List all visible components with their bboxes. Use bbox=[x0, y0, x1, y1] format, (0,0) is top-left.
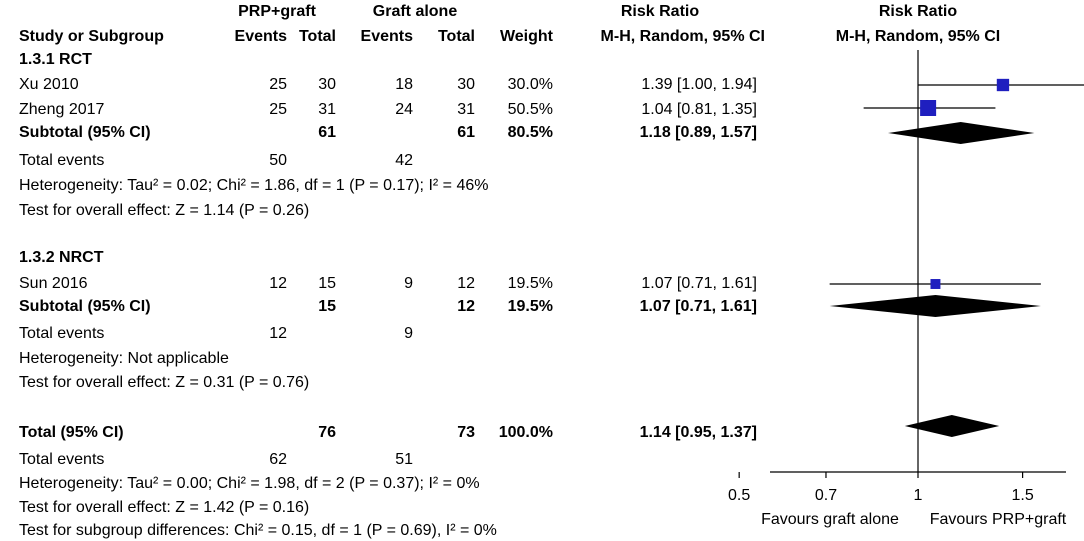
heterogeneity-text: Heterogeneity: Tau² = 0.00; Chi² = 1.98, df = 2 (P = 0.37); I² = 0% bbox=[19, 475, 480, 492]
heterogeneity-text: Heterogeneity: Tau² = 0.02; Chi² = 1.86, df = 1 (P = 0.17); I² = 46% bbox=[19, 177, 489, 194]
events1-value: 25 bbox=[269, 101, 287, 118]
subtotal-label: Subtotal (95% CI) bbox=[19, 298, 151, 315]
heterogeneity-text: Heterogeneity: Not applicable bbox=[19, 350, 229, 367]
ci-value: 1.14 [0.95, 1.37] bbox=[639, 424, 757, 441]
weight-value: 19.5% bbox=[507, 275, 553, 292]
ci-value: 1.39 [1.00, 1.94] bbox=[641, 76, 757, 93]
pooled-diamond bbox=[905, 415, 999, 437]
study-name: Xu 2010 bbox=[19, 76, 79, 93]
risk-ratio-plot-header: Risk Ratio bbox=[878, 3, 958, 20]
study-name: Zheng 2017 bbox=[19, 101, 105, 118]
favours-right-label: Favours PRP+graft bbox=[929, 511, 1067, 528]
events2-value: 42 bbox=[395, 152, 413, 169]
x-tick-label: 0.5 bbox=[728, 487, 751, 504]
total-events-label: Total events bbox=[19, 325, 105, 342]
study-square bbox=[930, 279, 940, 289]
study-square bbox=[920, 100, 936, 116]
x-tick-label: 0.7 bbox=[814, 487, 838, 504]
events1-value: 12 bbox=[269, 275, 287, 292]
group2-header: Graft alone bbox=[372, 3, 458, 20]
pooled-diamond bbox=[888, 122, 1034, 144]
total1-header: Total bbox=[298, 28, 336, 45]
ci-value: 1.07 [0.71, 1.61] bbox=[639, 298, 757, 315]
ci-value: 1.04 [0.81, 1.35] bbox=[641, 101, 757, 118]
events2-value: 9 bbox=[404, 275, 413, 292]
x-tick-label: 1 bbox=[913, 487, 923, 504]
favours-left-label: Favours graft alone bbox=[761, 511, 899, 528]
total1-value: 76 bbox=[318, 424, 336, 441]
total2-value: 12 bbox=[457, 298, 475, 315]
ci-value: 1.07 [0.71, 1.61] bbox=[641, 275, 757, 292]
overall-effect-text: Test for overall effect: Z = 0.31 (P = 0.76) bbox=[19, 374, 310, 391]
events2-value: 9 bbox=[404, 325, 413, 342]
events1-value: 50 bbox=[269, 152, 287, 169]
weight-value: 100.0% bbox=[498, 424, 553, 441]
study-name: Sun 2016 bbox=[19, 275, 88, 292]
total-label: Total (95% CI) bbox=[19, 424, 124, 441]
study-column-header: Study or Subgroup bbox=[19, 28, 164, 45]
subtotal-label: Subtotal (95% CI) bbox=[19, 124, 151, 141]
total2-value: 12 bbox=[457, 275, 475, 292]
events2-value: 51 bbox=[395, 451, 413, 468]
method-plot-header: M-H, Random, 95% CI bbox=[835, 28, 1001, 45]
events1-value: 12 bbox=[269, 325, 287, 342]
total-events-label: Total events bbox=[19, 451, 105, 468]
total1-value: 15 bbox=[318, 298, 336, 315]
total2-value: 61 bbox=[457, 124, 475, 141]
total-events-label: Total events bbox=[19, 152, 105, 169]
total1-value: 61 bbox=[318, 124, 336, 141]
subgroup-title-nrct: 1.3.2 NRCT bbox=[19, 249, 104, 266]
total1-value: 31 bbox=[318, 101, 336, 118]
overall-effect-text: Test for overall effect: Z = 1.42 (P = 0.16) bbox=[19, 499, 310, 516]
weight-value: 19.5% bbox=[507, 298, 553, 315]
total2-value: 30 bbox=[457, 76, 475, 93]
events1-value: 25 bbox=[269, 76, 287, 93]
total2-header: Total bbox=[437, 28, 475, 45]
total2-value: 73 bbox=[457, 424, 475, 441]
subgroup-differences-text: Test for subgroup differences: Chi² = 0.15, df = 1 (P = 0.69), I² = 0% bbox=[19, 522, 497, 539]
events2-value: 24 bbox=[395, 101, 413, 118]
weight-value: 50.5% bbox=[507, 101, 553, 118]
x-tick-label: 1.5 bbox=[1011, 487, 1034, 504]
weight-value: 80.5% bbox=[507, 124, 553, 141]
weight-header: Weight bbox=[499, 28, 553, 45]
method-table-header: M-H, Random, 95% CI bbox=[600, 28, 765, 45]
total2-value: 31 bbox=[457, 101, 475, 118]
total1-value: 30 bbox=[318, 76, 336, 93]
subgroup-title-rct: 1.3.1 RCT bbox=[19, 51, 92, 68]
overall-effect-text: Test for overall effect: Z = 1.14 (P = 0.26) bbox=[19, 202, 310, 219]
events1-header: Events bbox=[234, 28, 287, 45]
events2-header: Events bbox=[360, 28, 413, 45]
risk-ratio-table-header: Risk Ratio bbox=[620, 3, 700, 20]
group1-header: PRP+graft bbox=[238, 3, 316, 20]
weight-value: 30.0% bbox=[507, 76, 553, 93]
events1-value: 62 bbox=[269, 451, 287, 468]
pooled-diamond bbox=[830, 295, 1041, 317]
total1-value: 15 bbox=[318, 275, 336, 292]
events2-value: 18 bbox=[395, 76, 413, 93]
ci-value: 1.18 [0.89, 1.57] bbox=[639, 124, 757, 141]
study-square bbox=[997, 79, 1009, 91]
